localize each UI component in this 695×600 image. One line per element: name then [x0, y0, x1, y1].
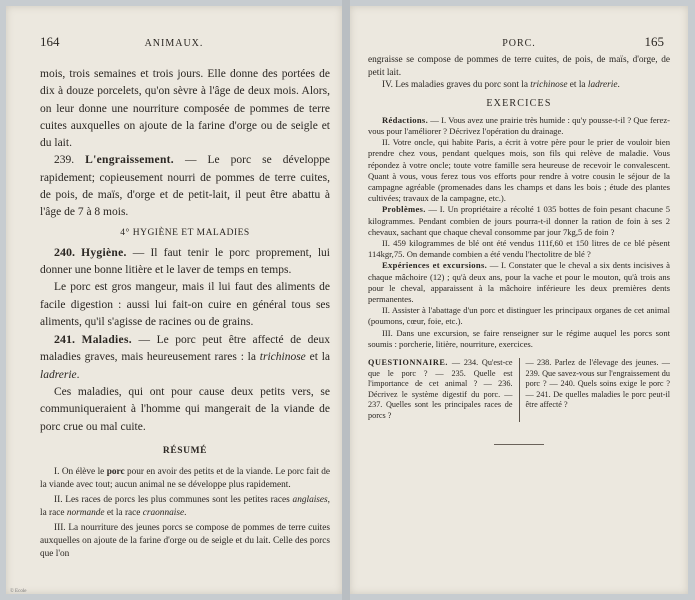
resume-item-1: I. On élève le porc pour en avoir des petits et de la viande. Le porc fait de la viande avec tout; aucun animal ne se développe plus rapidement.	[40, 466, 330, 490]
paragraph-240: 240. Hygiène. — Il faut tenir le porc proprement, lui donner une bonne litière et le laver de temps en temps.	[40, 244, 331, 276]
experiences-1: Expériences et excursions. — I. Constater que le cheval a six dents incisives à chaque mâchoire (12) ; qu'à deux ans, pour la vache et pour le mouton, qu'à trois ans pour le cheval, apparaissent à la mâchoire inférieure les deux premières dents permanentes.	[368, 260, 670, 305]
heading-hygiene: Hygiène.	[81, 246, 127, 259]
experiences-2: II. Assister à l'abattage d'un porc et distinguer les principaux organes de cet animal (poumons, cœur, foie, etc.).	[368, 305, 670, 327]
questionnaire	[368, 358, 670, 422]
right-page	[350, 6, 688, 594]
resume-item-4: IV. Les maladies graves du porc sont la trichinose et la ladrerie.	[382, 80, 620, 91]
end-rule	[494, 444, 544, 445]
problemes-1: Problèmes. — I. Un propriétaire a récolté 1 035 bottes de foin pesant chacune 5 kilogrammes. Pendant combien de jours pourra-t-il donner la ration de foin à ses 2 chevaux, sachant que chaque cheval consomme par jour 7kg,5 de foin ?	[368, 204, 670, 237]
heading-engraissement: L'engraissement.	[85, 154, 174, 167]
resume-item-3: III. La nourriture des jeunes porcs se compose de pommes de terre cuites auxquelles on ajoute de la farine d'orge ou de seigle et du lait. Celle des porcs que l'on	[40, 522, 330, 559]
running-head-right: PORC.	[502, 38, 536, 49]
book-gutter	[342, 0, 350, 600]
page-number-right: 165	[644, 34, 664, 49]
paragraph-239: 239. L'engraissement. — Le porc se développe rapidement; copieusement nourri de pommes de terre cuites, de pois, de maïs, d'orge et de petit-lait, il peut être abattu à l'âge de 7 à 8 mois.	[40, 154, 330, 219]
resume-title: RÉSUMÉ	[162, 445, 208, 456]
exercises-title: EXERCICES	[486, 97, 552, 109]
problemes-2: II. 459 kilogrammes de blé ont été vendus 111f,60 et 150 litres de ce blé pèsent 114kgr,75. On demande combien a été vendu l'hectolitre de blé ?	[368, 238, 670, 260]
left-page	[6, 6, 342, 594]
paragraph-241b: Ces maladies, qui ont pour cause deux petits vers, se communiqueraient à l'homme qui mangerait de la viande de porc crue ou mal cuite.	[40, 386, 330, 433]
running-head-left: ANIMAUX.	[144, 38, 204, 49]
experiences-3: III. Dans une excursion, se faire renseigner sur le régime auquel les porcs sont soumis : porcherie, litière, nourriture, exercices.	[368, 327, 670, 349]
paragraph-240b: Le porc est gros mangeur, mais il lui faut des aliments de facile digestion : aussi lui fait-on cuire en général tous ses aliments, qu'il s'agisse de racines ou de grains.	[40, 281, 330, 328]
redactions-2: II. Votre oncle, qui habite Paris, a écrit à votre père pour le prier de vouloir bien prendre chez vous, pendant quelques mois, son fils qui relève de maladie. Vous répondez à votre oncle; toute votre famille sera heureuse de recevoir le convalescent. Quant à vous, vous ferez tous vos efforts pour rendre à votre cousin le séjour de la campagne agréable (promenades dans les champs et dans les bois ; étude des plantes cultivées; travaux de la campagne, etc.).	[368, 137, 670, 204]
section-title-hygiene: 4° HYGIÈNE ET MALADIES	[120, 227, 250, 238]
resume-item-2: II. Les races de porcs les plus communes sont les petites races anglaises, la race normande et la race craonnaise.	[40, 494, 330, 518]
heading-maladies: Maladies.	[81, 334, 132, 347]
left-column	[40, 66, 330, 561]
resume-continuation: engraisse se compose de pommes de terre cuites, de pois, de maïs, d'orge, de petit lait.	[368, 55, 670, 78]
page-number-left: 164	[40, 34, 60, 49]
redactions-1: Rédactions. — I. Vous avez une prairie très humide : qu'y pousse-t-il ? Que ferez-vous pour l'améliorer ? Décrivez l'opération du drainage.	[368, 114, 670, 136]
questionnaire-right: — 238. Parlez de l'élevage des jeunes. — 239. Que savez-vous sur l'engraissement du porc ? — 240. Quels soins exige le porc ? — 241. De quelles maladies le porc peut-il être affecté ?	[525, 358, 670, 410]
right-column	[368, 54, 670, 445]
paragraph-241: 241. Maladies. — Le porc peut être affecté de deux maladies graves, mais heureusement rares : la trichinose et la ladrerie.	[40, 332, 330, 381]
scan-mark: © Ecole	[10, 589, 27, 594]
intro-paragraph: mois, trois semaines et trois jours. Elle donne des portées de dix à douze porcelets, qu'on sèvre à l'âge de deux mois. Alors, on leur donne une nourriture composée de pommes de terre cuites auxquelles on ajoute de la farine d'orge ou de seigle et du lait.	[40, 68, 330, 150]
questionnaire-left: QUESTIONNAIRE. — 234. Qu'est-ce que le porc ? — 235. Quelle est l'importance de cet animal ? — 236. Décrivez le système digestif du porc. — 237. Quelles sont les principales races de porcs ?	[368, 358, 520, 422]
